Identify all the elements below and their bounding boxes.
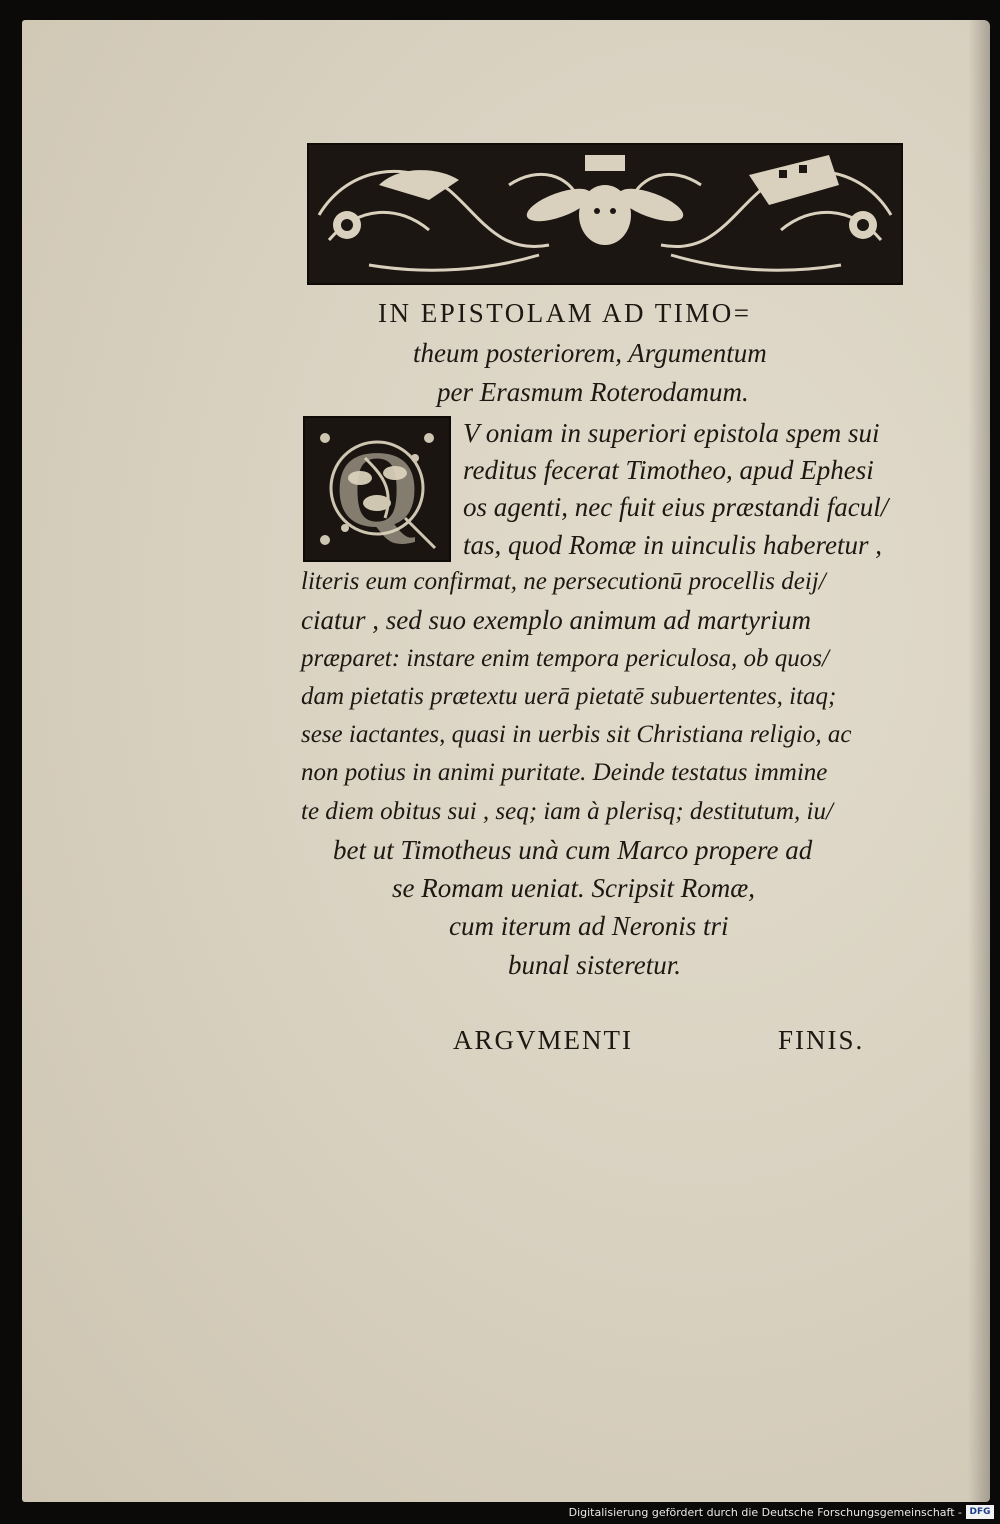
body-line: sese iactantes, quasi in uerbis sit Christiana religio, ac bbox=[301, 721, 852, 748]
title-line-3: per Erasmum Roterodamum. bbox=[437, 377, 749, 407]
finis-label: FINIS. bbox=[778, 1025, 865, 1055]
woodcut-headpiece bbox=[307, 143, 903, 285]
body-line: reditus fecerat Timotheo, apud Ephesi bbox=[463, 455, 874, 485]
body-line: se Romam ueniat. Scripsit Romæ, bbox=[392, 873, 755, 903]
initial-letter-q: Q bbox=[334, 427, 420, 550]
title-line-2: theum posteriorem, Argumentum bbox=[413, 338, 767, 368]
title-line-1: IN EPISTOLAM AD TIMO= bbox=[378, 298, 752, 328]
digitization-credit: Digitalisierung gefördert durch die Deutsche Forschungsgemeinschaft - bbox=[568, 1506, 962, 1519]
body-line: literis eum confirmat, ne persecutionū procellis deij/ bbox=[301, 568, 826, 595]
page-edge-shadow bbox=[968, 20, 990, 1502]
body-line: non potius in animi puritate. Deinde testatus immine bbox=[301, 759, 828, 786]
decorated-initial bbox=[303, 416, 451, 562]
body-line: te diem obitus sui , seq; iam à plerisq; destitutum, iu/ bbox=[301, 798, 833, 825]
body-line: dam pietatis prætextu uerā pietatē subuertentes, itaq; bbox=[301, 683, 837, 710]
body-line: os agenti, nec fuit eius præstandi facul/ bbox=[463, 492, 889, 522]
argumenti-label: ARGVMENTI bbox=[453, 1025, 633, 1055]
body-line: bet ut Timotheus unà cum Marco propere ad bbox=[333, 835, 813, 865]
body-line: bunal sisteretur. bbox=[508, 950, 682, 980]
body-line: V oniam in superiori epistola spem sui bbox=[463, 418, 880, 448]
body-line: cum iterum ad Neronis tri bbox=[449, 911, 729, 941]
body-line: ciatur , sed suo exemplo animum ad martyrium bbox=[301, 605, 811, 635]
body-line: tas, quod Romæ in uinculis haberetur , bbox=[463, 530, 882, 560]
dfg-logo: DFG bbox=[966, 1505, 994, 1519]
body-line: præparet: instare enim tempora periculosa, ob quos/ bbox=[301, 645, 829, 672]
